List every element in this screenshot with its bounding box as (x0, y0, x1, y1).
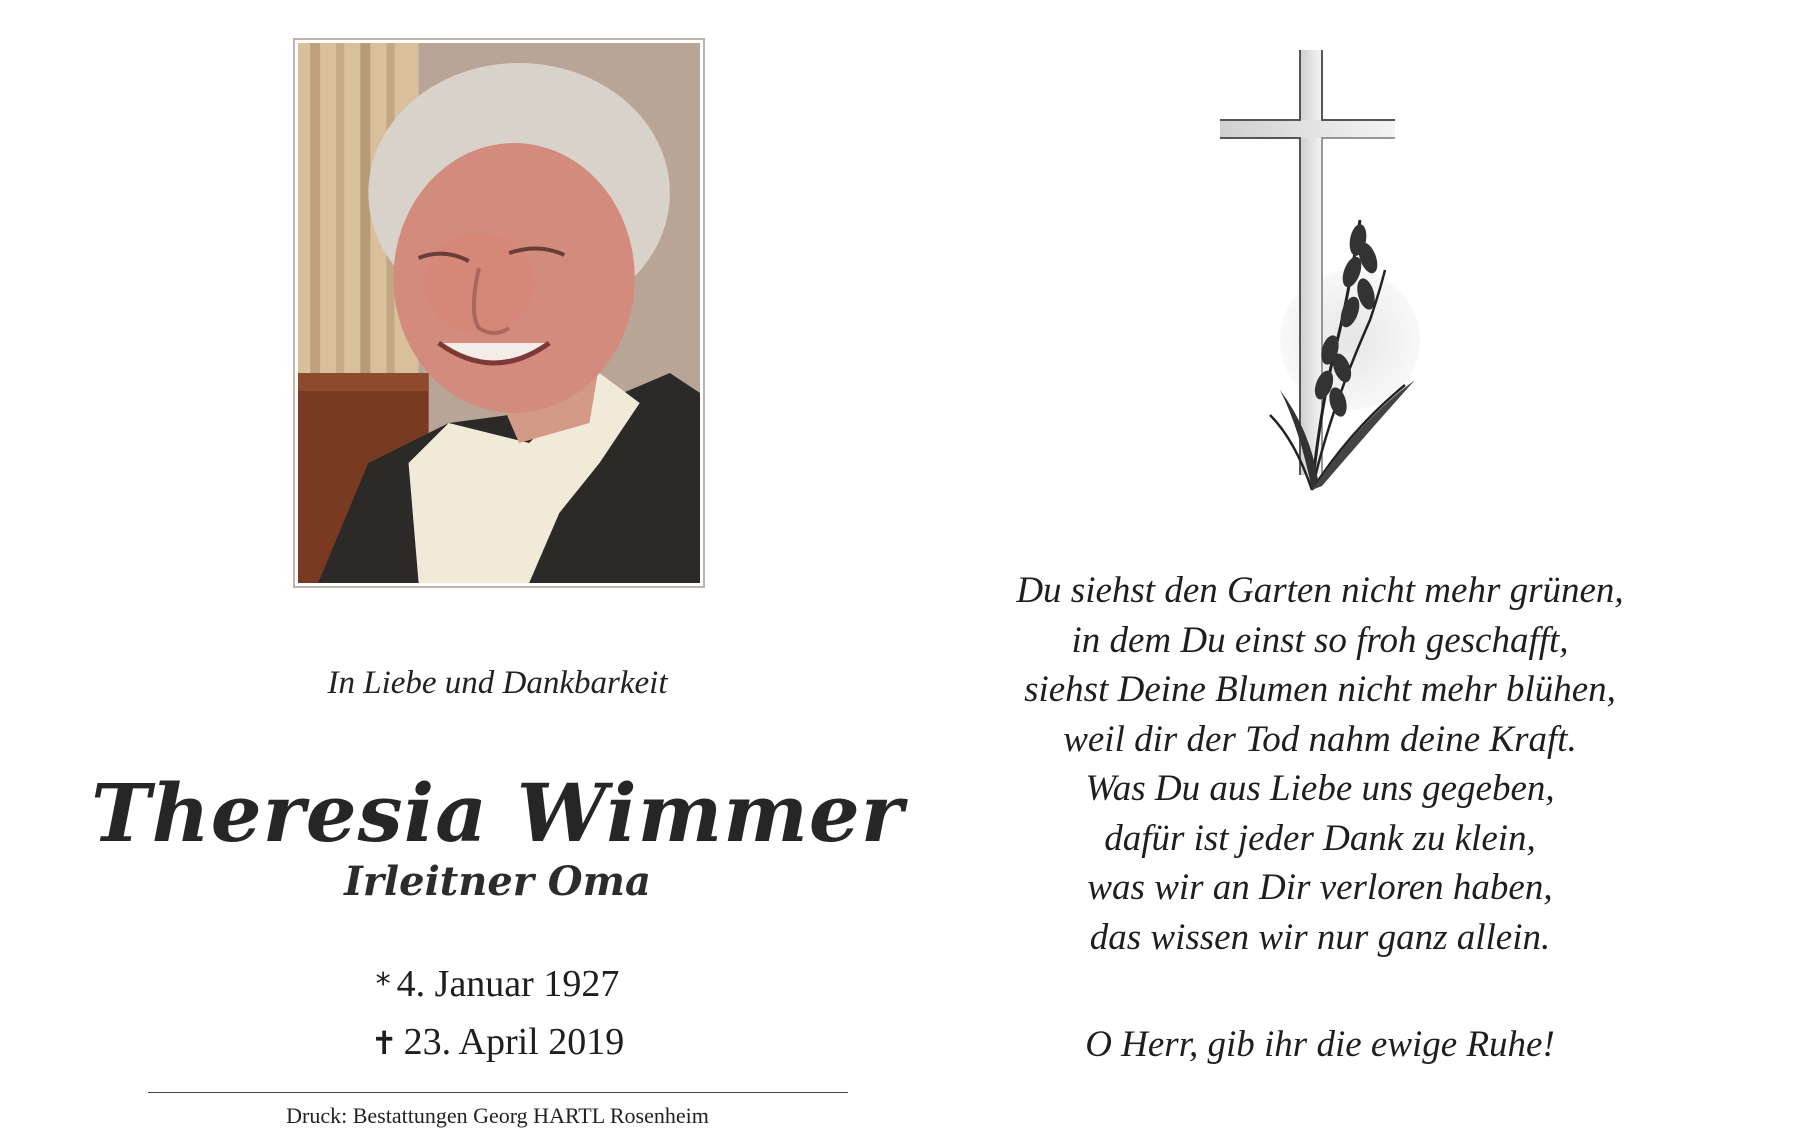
death-date: 23. April 2019 (403, 1021, 625, 1063)
birth-date: 4. Januar 1927 (396, 963, 620, 1005)
deceased-nickname: Irleitner Oma (344, 858, 651, 905)
divider-line (148, 1092, 848, 1093)
birth-star-icon: * (375, 967, 391, 1002)
deceased-name: Theresia Wimmer (91, 766, 904, 860)
poem-line: weil dir der Tod nahm deine Kraft. (1063, 718, 1577, 760)
closing-prayer: O Herr, gib ihr die ewige Ruhe! (1085, 1024, 1555, 1065)
printer-credit: Druck: Bestattungen Georg HARTL Rosenheim (286, 1103, 709, 1128)
death-cross-icon: ✝ (370, 1024, 398, 1062)
portrait-photo (298, 43, 700, 583)
birth-date-line (0, 962, 995, 1006)
portrait-frame (293, 38, 705, 588)
poem-line: Du siehst den Garten nicht mehr grünen, (1016, 570, 1624, 611)
poem-line: in dem Du einst so froh geschafft, (1071, 619, 1569, 661)
poem-line: das wissen wir nur ganz allein. (1089, 916, 1551, 958)
poem-line: was wir an Dir verloren haben, (1087, 867, 1553, 908)
portrait-illustration (298, 43, 700, 583)
poem (905, 566, 1735, 962)
cross-with-wheat-icon (1200, 50, 1440, 500)
death-date-line (0, 1020, 995, 1064)
poem-line: siehst Deine Blumen nicht mehr blühen, (1024, 669, 1616, 710)
poem-line: dafür ist jeder Dank zu klein, (1104, 817, 1536, 859)
dedication-text: In Liebe und Dankbarkeit (327, 665, 668, 701)
poem-line: Was Du aus Liebe uns gegeben, (1085, 768, 1555, 809)
